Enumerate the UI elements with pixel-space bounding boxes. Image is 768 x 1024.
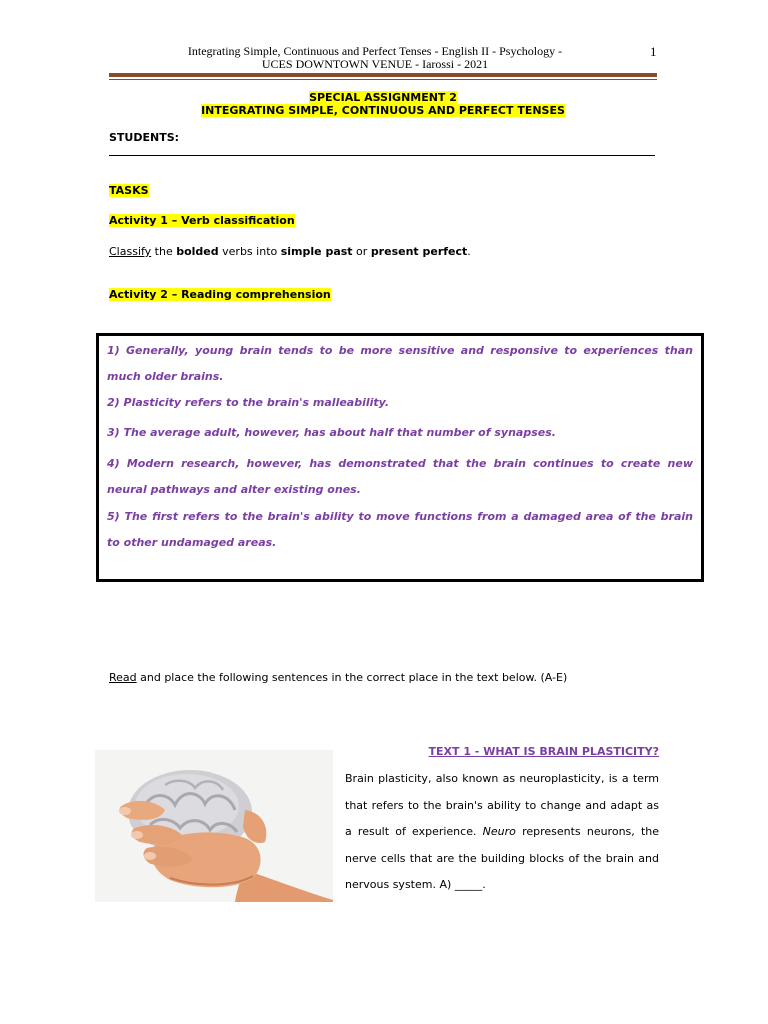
paragraph-text: represents neurons, the nerve cells that are the building blocks of the brain and nervous system. A) _____. — [345, 825, 659, 892]
instruction-text: verbs into — [218, 245, 281, 258]
activity-1-heading — [109, 214, 295, 227]
instruction-word-classify: Classify — [109, 245, 152, 258]
instruction-text: . — [467, 245, 471, 258]
sentence-item: 5) The first refers to the brain's ability to move functions from a damaged area of the brain to other undamaged areas. — [107, 510, 693, 549]
activity-2-heading — [109, 288, 331, 301]
students-label: STUDENTS: — [109, 131, 180, 144]
brain-squeeze-photo — [95, 750, 333, 902]
activity-1-instruction — [109, 245, 471, 258]
header-rule-thick — [109, 73, 657, 77]
header-line-2: UCES DOWNTOWN VENUE - Iarossi - 2021 — [261, 57, 489, 71]
instruction-text: and place the following sentences in the correct place in the text below. (A-E) — [136, 671, 568, 684]
sentence-item: 4) Modern research, however, has demonstrated that the brain continues to create new neural pathways and alter existing ones. — [107, 457, 693, 496]
sentence-item: 3) The average adult, however, has about half that number of synapses. — [107, 426, 556, 439]
instruction-word-present-perfect: present perfect — [370, 245, 468, 258]
sentence-item: 1) Generally, young brain tends to be more sensitive and responsive to experiences than much older brains. — [107, 344, 693, 383]
students-fill-line — [109, 155, 655, 156]
assignment-subtitle — [109, 104, 657, 117]
activity-2-heading-text: Activity 2 – Reading comprehension — [109, 288, 331, 301]
hand-holding-brain-illustration — [95, 750, 333, 902]
paragraph-text: Brain plasticity, also known as neuroplasticity, is a term that refers to the brain's ability to change and adapt as a result of experience. — [345, 772, 659, 839]
tasks-heading-text: TASKS — [109, 184, 149, 197]
paragraph-italic-word: Neuro — [482, 825, 516, 839]
header-line-1: Integrating Simple, Continuous and Perfect Tenses - English II - Psychology - — [187, 44, 563, 58]
sentence-item: 2) Plasticity refers to the brain's malleability. — [107, 396, 390, 409]
instruction-word-read: Read — [109, 671, 137, 684]
sentences-box — [96, 333, 704, 582]
assignment-subtitle-text: INTEGRATING SIMPLE, CONTINUOUS AND PERFECT TENSES — [201, 104, 565, 117]
assignment-title-text: SPECIAL ASSIGNMENT 2 — [309, 91, 457, 104]
assignment-title — [109, 91, 657, 104]
tasks-heading — [109, 184, 149, 197]
activity-1-heading-text: Activity 1 – Verb classification — [109, 214, 295, 227]
header-rule-thin — [109, 79, 657, 80]
instruction-word-simple-past: simple past — [280, 245, 353, 258]
reading-instruction — [109, 671, 567, 684]
text-1-paragraph — [345, 766, 659, 899]
text-1-title: TEXT 1 - WHAT IS BRAIN PLASTICITY? — [428, 745, 659, 758]
instruction-text: or — [352, 245, 371, 258]
page-number: 1 — [650, 44, 657, 59]
instruction-text: the — [151, 245, 177, 258]
instruction-word-bolded: bolded — [176, 245, 219, 258]
